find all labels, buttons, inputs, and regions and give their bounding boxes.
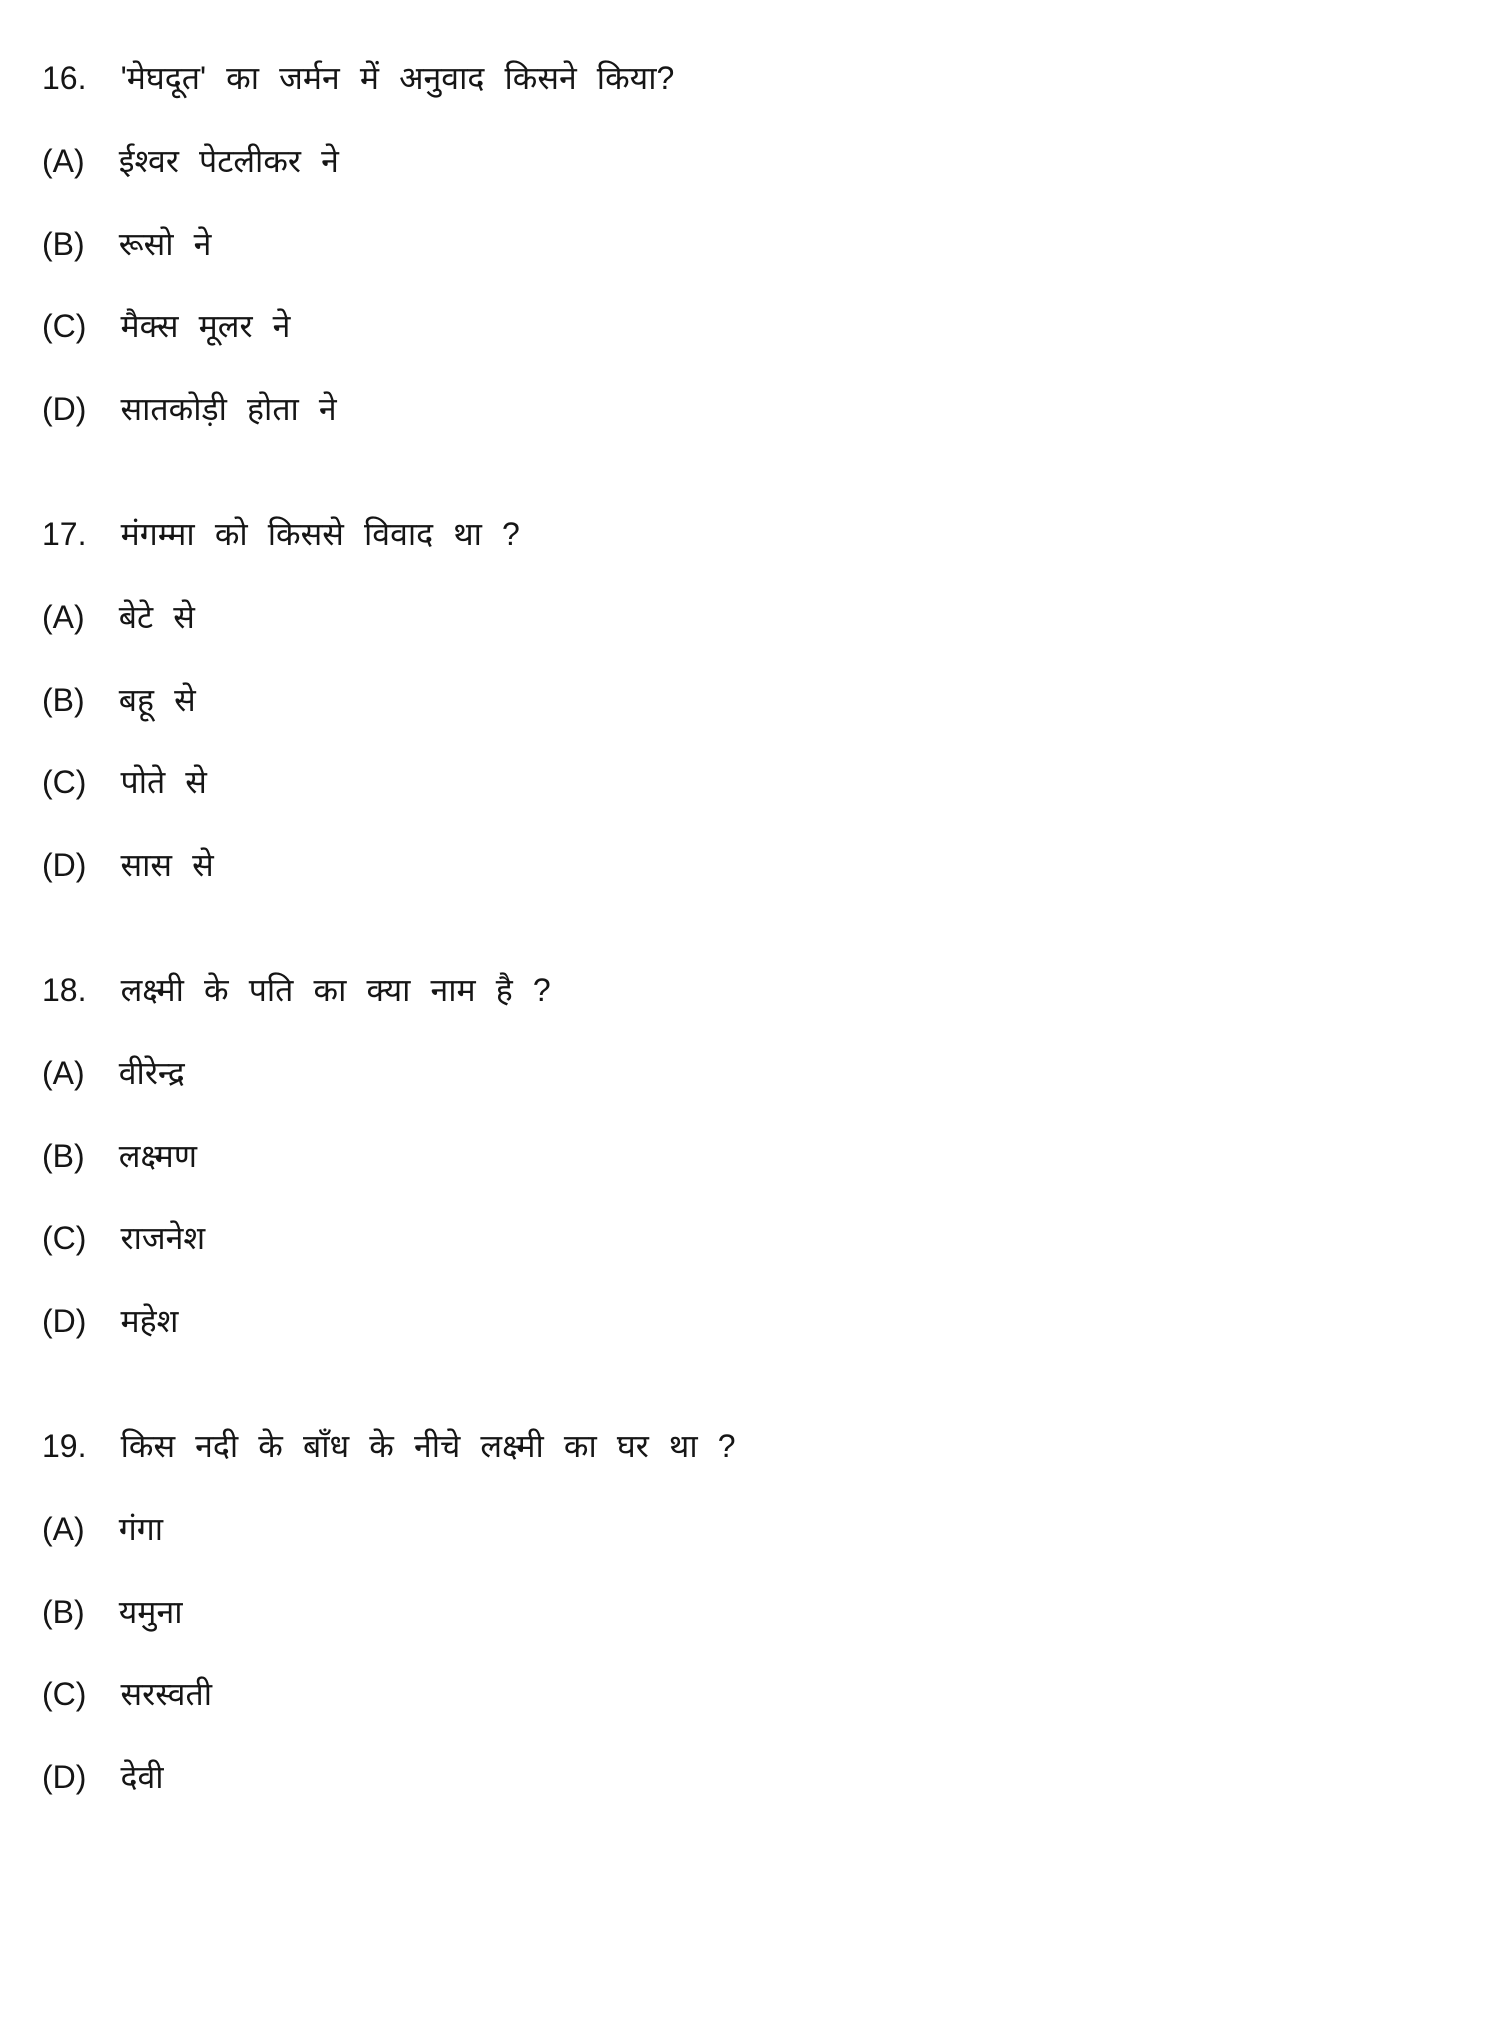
option-text: महेश bbox=[120, 1303, 179, 1340]
option-text: वीरेन्द्र bbox=[118, 1054, 185, 1091]
option-label: (D) bbox=[42, 1759, 87, 1796]
option-label: (A) bbox=[42, 598, 85, 635]
question-line bbox=[42, 1424, 1465, 1469]
option-d bbox=[42, 387, 1465, 432]
option-b bbox=[42, 222, 1465, 267]
option-text: गंगा bbox=[118, 1510, 164, 1547]
option-a bbox=[42, 139, 1465, 184]
option-label: (B) bbox=[42, 1137, 85, 1174]
option-a bbox=[42, 1507, 1465, 1552]
question-number: 18. bbox=[42, 971, 87, 1008]
option-text: यमुना bbox=[118, 1593, 183, 1630]
question-line bbox=[42, 512, 1465, 557]
option-label: (A) bbox=[42, 1054, 85, 1091]
question-18 bbox=[42, 968, 1465, 1344]
option-label: (C) bbox=[42, 1676, 87, 1713]
option-b bbox=[42, 1590, 1465, 1635]
question-17 bbox=[42, 512, 1465, 888]
option-text: मैक्स मूलर ने bbox=[120, 308, 291, 345]
option-label: (B) bbox=[42, 1593, 85, 1630]
option-a bbox=[42, 1051, 1465, 1096]
question-number: 17. bbox=[42, 515, 87, 552]
option-d bbox=[42, 843, 1465, 888]
option-d bbox=[42, 1299, 1465, 1344]
option-c bbox=[42, 1672, 1465, 1717]
option-label: (B) bbox=[42, 681, 85, 718]
option-label: (B) bbox=[42, 225, 85, 262]
option-text: सरस्वती bbox=[120, 1676, 213, 1713]
option-label: (A) bbox=[42, 1510, 85, 1547]
option-text: देवी bbox=[120, 1759, 164, 1796]
option-label: (D) bbox=[42, 391, 87, 428]
option-c bbox=[42, 304, 1465, 349]
option-label: (A) bbox=[42, 142, 85, 179]
question-number: 16. bbox=[42, 60, 87, 96]
option-text: लक्ष्मण bbox=[118, 1137, 197, 1174]
option-c bbox=[42, 760, 1465, 805]
option-label: (C) bbox=[42, 308, 87, 345]
question-text: लक्ष्मी के पति का क्या नाम है ? bbox=[120, 971, 551, 1008]
question-line bbox=[42, 968, 1465, 1013]
option-b bbox=[42, 1134, 1465, 1179]
question-text: 'मेघदूत' का जर्मन में अनुवाद किसने किया? bbox=[120, 60, 675, 96]
question-19 bbox=[42, 1424, 1465, 1800]
option-label: (C) bbox=[42, 1220, 87, 1257]
option-label: (D) bbox=[42, 1303, 87, 1340]
option-d bbox=[42, 1755, 1465, 1800]
question-text: मंगम्मा को किससे विवाद था ? bbox=[120, 515, 520, 552]
option-text: बेटे से bbox=[118, 598, 195, 635]
option-text: सास से bbox=[120, 847, 214, 884]
option-text: सातकोड़ी होता ने bbox=[120, 391, 337, 428]
option-b bbox=[42, 678, 1465, 723]
option-text: ईश्वर पेटलीकर ने bbox=[118, 142, 339, 179]
option-text: राजनेश bbox=[120, 1220, 206, 1257]
question-line bbox=[42, 56, 1465, 101]
option-text: बहू से bbox=[118, 681, 196, 718]
option-c bbox=[42, 1216, 1465, 1261]
question-text: किस नदी के बाँध के नीचे लक्ष्मी का घर था ? bbox=[120, 1427, 736, 1464]
option-text: रूसो ने bbox=[118, 225, 212, 262]
question-number: 19. bbox=[42, 1427, 87, 1464]
question-16 bbox=[42, 56, 1465, 432]
option-a bbox=[42, 595, 1465, 640]
option-label: (D) bbox=[42, 847, 87, 884]
option-text: पोते से bbox=[120, 764, 207, 801]
option-label: (C) bbox=[42, 764, 87, 801]
